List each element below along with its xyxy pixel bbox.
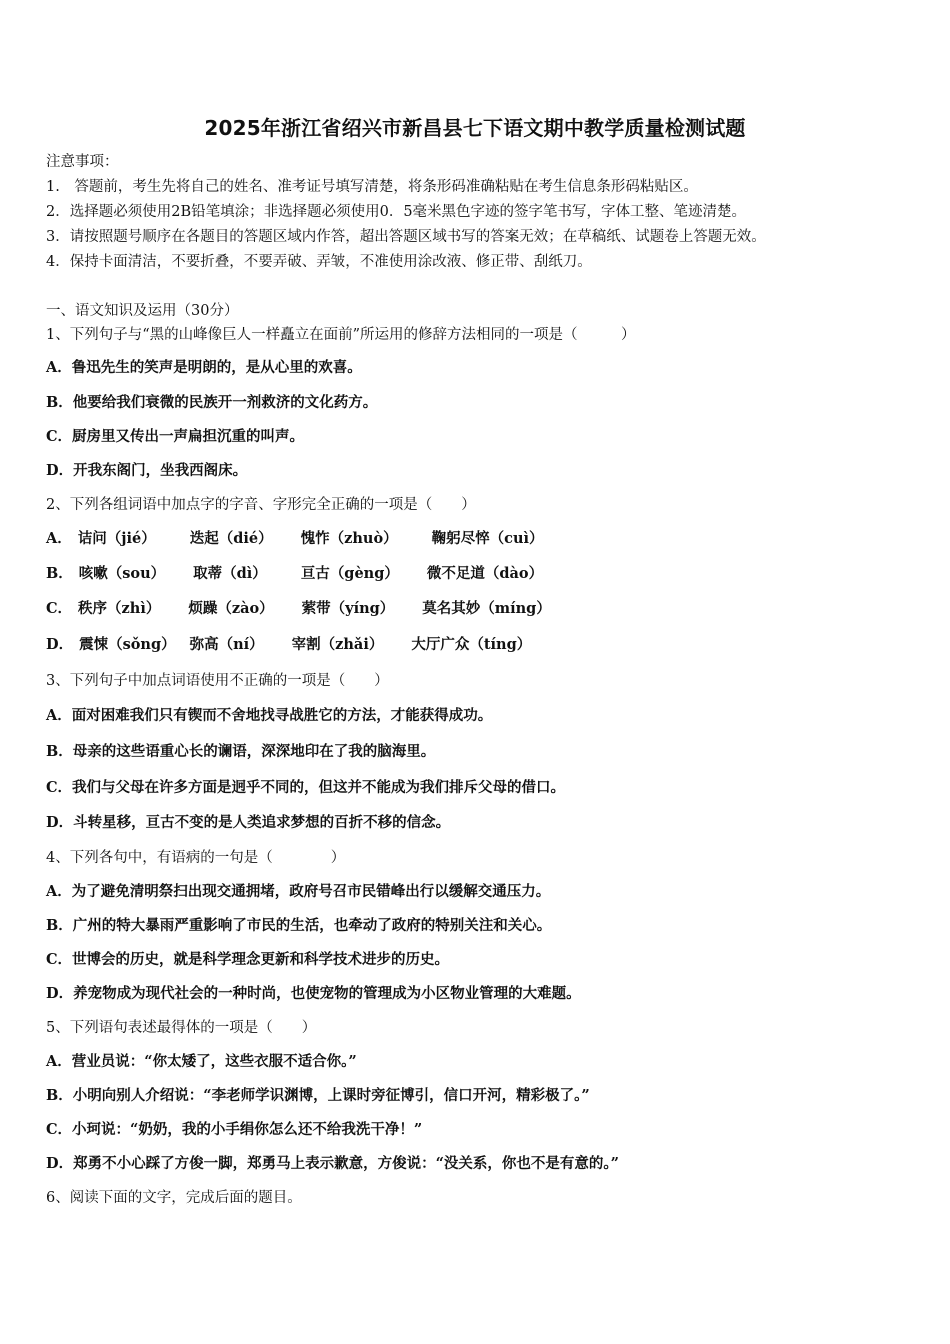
question-2-option-b bbox=[46, 564, 543, 584]
pinyin: （tíng） bbox=[469, 636, 532, 653]
option-label: C． bbox=[46, 779, 73, 796]
option-label: A． bbox=[46, 359, 72, 376]
word: 诘问 bbox=[77, 530, 107, 547]
option-text: 面对困难我们只有锲而不舍地找寻战胜它的方法，才能获得成功。 bbox=[71, 707, 493, 724]
option-label: B． bbox=[46, 917, 73, 934]
word: 宰割 bbox=[291, 636, 321, 653]
word: 秩序 bbox=[78, 600, 108, 617]
pinyin: （sǒng） bbox=[108, 636, 176, 653]
option-text: 为了避免清明祭扫出现交通拥堵，政府号召市民错峰出行以缓解交通压力。 bbox=[71, 883, 551, 900]
option-text: 世博会的历史，就是科学理念更新和科学技术进步的历史。 bbox=[72, 951, 450, 968]
pinyin: （ní） bbox=[218, 636, 264, 653]
pinyin: （sou） bbox=[107, 565, 166, 582]
option-label: B． bbox=[46, 565, 73, 582]
option-label: C． bbox=[46, 600, 73, 617]
option-label: D． bbox=[46, 1155, 74, 1172]
option-text: 他要给我们衰微的民族开一剂救济的文化药方。 bbox=[72, 394, 378, 411]
notice-item: 2．选择题必须使用2B铅笔填涂；非选择题必须使用0．5毫米黑色字迹的签字笔书写，字体工整、笔迹清楚。 bbox=[46, 204, 747, 220]
word: 鞠躬尽悴 bbox=[431, 530, 490, 547]
option-label: D． bbox=[46, 985, 74, 1002]
option-label: D． bbox=[46, 814, 74, 831]
question-5-option-a bbox=[46, 1052, 357, 1072]
notice-item: 4．保持卡面清洁，不要折叠，不要弄破、弄皱，不准使用涂改液、修正带、刮纸刀。 bbox=[46, 254, 592, 270]
pinyin: （dào） bbox=[484, 565, 544, 582]
question-1-option-b bbox=[46, 393, 377, 413]
option-label: A． bbox=[46, 707, 72, 724]
question-4-option-d bbox=[46, 984, 581, 1004]
word: 迭起 bbox=[189, 530, 219, 547]
pinyin: （míng） bbox=[480, 600, 551, 617]
pinyin: （zào） bbox=[217, 600, 274, 617]
option-text: 广州的特大暴雨严重影响了市民的生活，也牵动了政府的特别关注和关心。 bbox=[72, 917, 552, 934]
pinyin: （zhì） bbox=[107, 600, 161, 617]
section-heading: 一、语文知识及运用（30分） bbox=[46, 303, 239, 319]
word: 莫名其妙 bbox=[422, 600, 481, 617]
question-4-option-b bbox=[46, 916, 551, 936]
pinyin: （dié） bbox=[218, 530, 273, 547]
question-5-option-b bbox=[46, 1086, 590, 1106]
question-4-stem: 4、下列各句中，有语病的一句是（ ） bbox=[46, 850, 346, 866]
word: 微不足道 bbox=[426, 565, 485, 582]
option-text: 厨房里又传出一声扁担沉重的叫声。 bbox=[72, 428, 305, 445]
option-label: D． bbox=[46, 636, 74, 653]
question-1-option-d bbox=[46, 461, 247, 481]
question-3-option-b bbox=[46, 742, 435, 762]
pinyin: （zhuò） bbox=[329, 530, 398, 547]
option-label: B． bbox=[46, 743, 73, 760]
option-text: 我们与父母在许多方面是迥乎不同的，但这并不能成为我们排斥父母的借口。 bbox=[72, 779, 566, 796]
question-2-stem: 2、下列各组词语中加点字的字音、字形完全正确的一项是（ ） bbox=[46, 497, 476, 513]
option-label: C． bbox=[46, 428, 73, 445]
option-label: B． bbox=[46, 394, 73, 411]
word: 取蒂 bbox=[193, 565, 223, 582]
word: 萦带 bbox=[301, 600, 331, 617]
question-1-option-a bbox=[46, 358, 362, 378]
pinyin: （zhǎi） bbox=[320, 636, 384, 653]
question-3-option-a bbox=[46, 706, 492, 726]
question-3-option-d bbox=[46, 813, 450, 833]
option-label: A． bbox=[46, 530, 72, 547]
option-label: C． bbox=[46, 951, 73, 968]
notice-item: 3．请按照题号顺序在各题目的答题区域内作答，超出答题区域书写的答案无效；在草稿纸、试题卷上答题无效。 bbox=[46, 229, 766, 245]
option-text: 母亲的这些语重心长的谰语，深深地印在了我的脑海里。 bbox=[72, 743, 436, 760]
option-label: B． bbox=[46, 1087, 73, 1104]
word: 弥高 bbox=[189, 636, 219, 653]
pinyin: （gèng） bbox=[329, 565, 399, 582]
word: 震悚 bbox=[79, 636, 109, 653]
pinyin: （cuì） bbox=[489, 530, 544, 547]
question-4-option-c bbox=[46, 950, 449, 970]
word: 大厅广众 bbox=[411, 636, 470, 653]
option-text: 斗转星移，亘古不变的是人类追求梦想的百折不移的信念。 bbox=[73, 814, 451, 831]
word: 烦躁 bbox=[188, 600, 218, 617]
question-5-option-d bbox=[46, 1154, 619, 1174]
word: 愧怍 bbox=[300, 530, 330, 547]
question-5-option-c bbox=[46, 1120, 422, 1140]
question-1-stem: 1、下列句子与“黑的山峰像巨人一样矗立在面前”所运用的修辞方法相同的一项是（ ） bbox=[46, 327, 636, 343]
option-label: C． bbox=[46, 1121, 73, 1138]
question-6-stem: 6、阅读下面的文字，完成后面的题目。 bbox=[46, 1190, 302, 1206]
option-label: A． bbox=[46, 1053, 72, 1070]
option-text: 营业员说：“你太矮了，这些衣服不适合你。” bbox=[71, 1053, 357, 1070]
notice-heading: 注意事项： bbox=[46, 154, 119, 170]
page-title: 2025年浙江省绍兴市新昌县七下语文期中教学质量检测试题 bbox=[204, 116, 746, 140]
option-text: 鲁迅先生的笑声是明朗的，是从心里的欢喜。 bbox=[71, 359, 362, 376]
notice-item: 1. 答题前，考生先将自己的姓名、准考证号填写清楚，将条形码准确粘贴在考生信息条形码粘贴区。 bbox=[46, 179, 698, 195]
word: 亘古 bbox=[300, 565, 330, 582]
pinyin: （jié） bbox=[106, 530, 156, 547]
pinyin: （dì） bbox=[222, 565, 267, 582]
option-label: A． bbox=[46, 883, 72, 900]
option-text: 小珂说：“奶奶，我的小手绢你怎么还不给我洗干净！” bbox=[72, 1121, 423, 1138]
word: 咳嗽 bbox=[78, 565, 108, 582]
question-2-option-d bbox=[46, 635, 531, 655]
question-4-option-a bbox=[46, 882, 550, 902]
option-label: D． bbox=[46, 462, 74, 479]
question-1-option-c bbox=[46, 427, 304, 447]
question-5-stem: 5、下列语句表述最得体的一项是（ ） bbox=[46, 1020, 317, 1036]
question-2-option-a bbox=[46, 529, 544, 549]
option-text: 养宠物成为现代社会的一种时尚，也使宠物的管理成为小区物业管理的大难题。 bbox=[73, 985, 581, 1002]
question-2-option-c bbox=[46, 599, 551, 619]
pinyin: （yíng） bbox=[330, 600, 395, 617]
option-text: 小明向别人介绍说：“李老师学识渊博，上课时旁征博引，信口开河，精彩极了。” bbox=[72, 1087, 590, 1104]
question-3-option-c bbox=[46, 778, 565, 798]
option-text: 开我东阁门，坐我西阁床。 bbox=[73, 462, 248, 479]
option-text: 郑勇不小心踩了方俊一脚，郑勇马上表示歉意，方俊说：“没关系，你也不是有意的。” bbox=[73, 1155, 620, 1172]
question-3-stem: 3、下列句子中加点词语使用不正确的一项是（ ） bbox=[46, 673, 389, 689]
